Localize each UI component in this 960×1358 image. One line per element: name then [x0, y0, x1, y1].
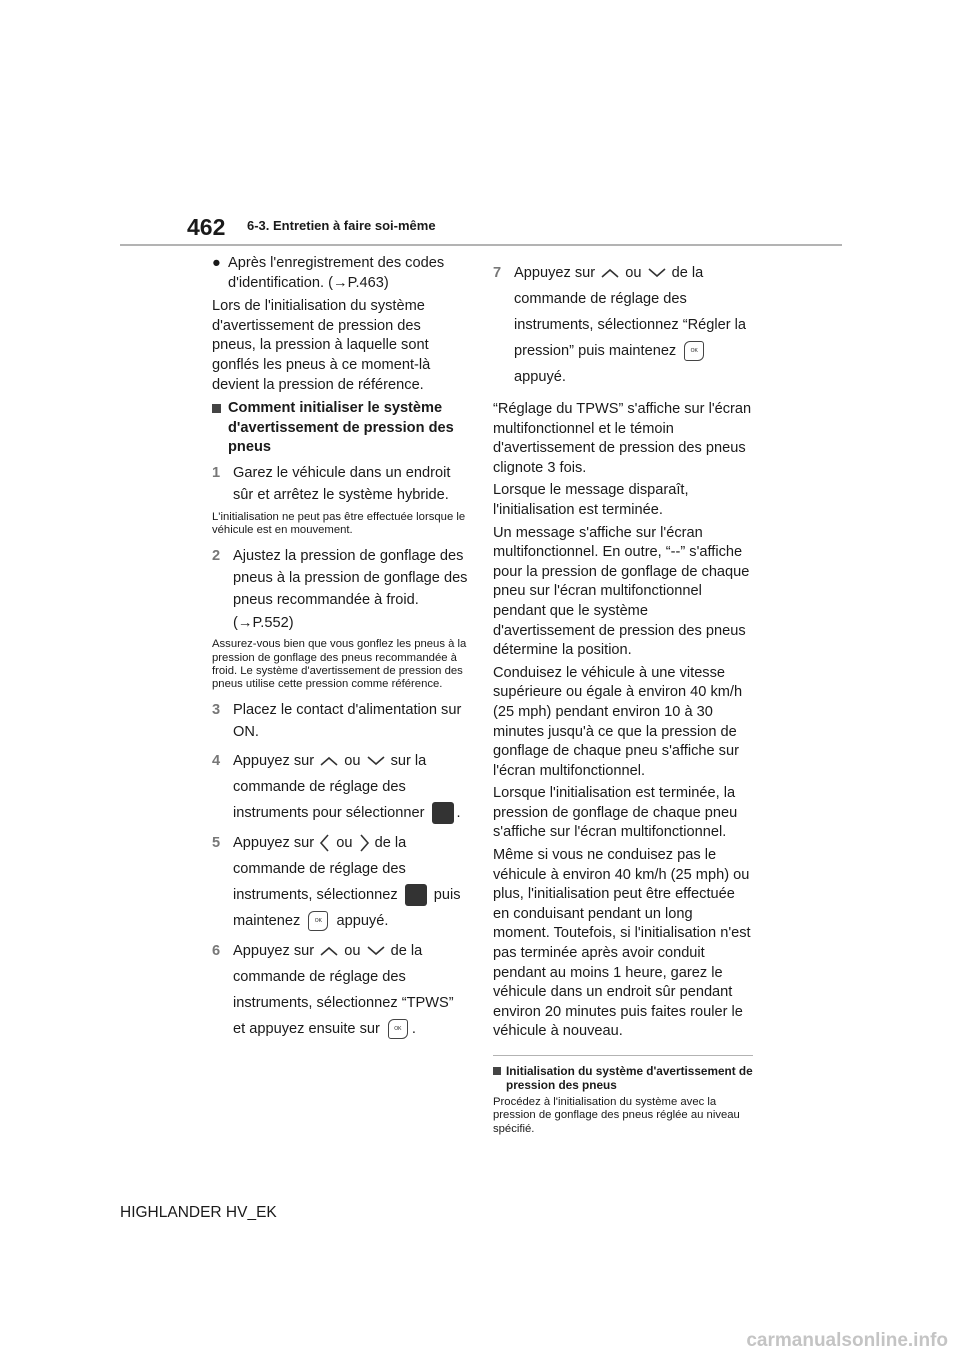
paragraph-reference: Lors de l'initialisation du système d'avertissement de pression des pneus, la pression à laquelle sont gonflés les pneus à ce moment-là devient la pression de référence. — [212, 298, 431, 393]
chevron-down-icon — [365, 945, 387, 957]
step-text: Appuyez sur — [233, 834, 315, 851]
paragraph-2: Lorsque le message disparaît, l'initialisation est terminée. — [493, 482, 689, 518]
step-text: de la commande de réglage des instruments, sélectionnez — [233, 834, 407, 903]
settings-gear-icon — [432, 802, 454, 824]
paragraph-4: Conduisez le véhicule à une vitesse supérieure ou égale à environ 40 km/h (25 mph) pendant environ 10 à 30 minutes jusqu'à ce que la pression de gonflage de chaque pneu s'affiche sur l'écran multifonctionnel. — [493, 664, 743, 779]
car-tire-icon — [405, 884, 427, 906]
bullet-item — [212, 254, 468, 293]
ok-button-icon: OK — [388, 1019, 408, 1039]
chevron-down-icon — [646, 267, 668, 279]
section-title: 6-3. Entretien à faire soi-même — [247, 218, 436, 233]
step-text: Appuyez sur — [233, 942, 315, 959]
chevron-up-icon — [318, 755, 340, 767]
footer-model: HIGHLANDER HV_EK — [120, 1204, 277, 1221]
step-text: Ajustez la pression de gonflage des pneus à la pression de gonflage des pneus recommandée à froid. (→P.552) — [233, 547, 468, 631]
or-text: ou — [625, 265, 642, 281]
note-1: L'initialisation ne peut pas être effectuée lorsque le véhicule est en mouvement. — [212, 510, 466, 537]
or-text: ou — [344, 942, 361, 959]
step-number: 7 — [493, 265, 502, 281]
subsection-heading-text: Initialisation du système d'avertissement de pression des pneus — [506, 1064, 753, 1092]
right-column — [493, 260, 753, 1143]
step-text: appuyé. — [514, 369, 566, 385]
chevron-up-icon — [599, 267, 621, 279]
step-4 — [212, 748, 468, 826]
step-1 — [212, 462, 468, 507]
bullet-text: Après l'enregistrement des codes d'identification. (→P.463) — [228, 255, 445, 291]
left-column — [212, 254, 468, 1046]
square-bullet-icon — [212, 404, 221, 413]
subsection-text: Procédez à l'initialisation du système avec la pression de gonflage des pneus réglée au niveau spécifié. — [493, 1096, 740, 1135]
step-text: de la commande de réglage des instruments, sélectionnez “TPWS” et appuyez ensuite sur — [233, 942, 454, 1037]
paragraph-5: Lorsque l'initialisation est terminée, la pression de gonflage de chaque pneu s'affiche sur l'écran multifonctionnel. — [493, 785, 738, 841]
step-text: Appuyez sur — [514, 265, 596, 281]
step-number: 6 — [212, 942, 221, 959]
step-text: sur la commande de réglage des instruments pour sélectionner — [233, 752, 427, 821]
paragraph-1: “Réglage du TPWS” s'affiche sur l'écran multifonctionnel et le témoin d'avertissement de pression des pneus clignote 3 fois. — [493, 401, 752, 476]
step-3 — [212, 699, 468, 744]
step-2 — [212, 545, 468, 635]
step-text: Garez le véhicule dans un endroit sûr et arrêtez le système hybride. — [233, 464, 451, 504]
step-number: 1 — [212, 464, 221, 481]
step-6 — [212, 938, 468, 1042]
ok-button-icon: OK — [308, 911, 328, 931]
heading-text: Comment initialiser le système d'avertissement de pression des pneus — [228, 400, 454, 456]
step-text: . — [456, 804, 461, 821]
section-heading — [212, 399, 468, 458]
step-text: Placez le contact d'alimentation sur ON. — [233, 701, 462, 741]
or-text: ou — [344, 752, 361, 769]
subsection-heading — [493, 1064, 753, 1092]
step-number: 4 — [212, 752, 221, 769]
step-text: puis maintenez — [233, 886, 461, 929]
chevron-down-icon — [365, 755, 387, 767]
note-2: Assurez-vous bien que vous gonflez les pneus à la pression de gonflage des pneus recommandée à froid. Le système d'avertissement de pression des pneus utilise cette pression comme référence. — [212, 638, 467, 691]
step-number: 5 — [212, 834, 221, 851]
chevron-left-icon — [318, 833, 332, 853]
step-7 — [493, 260, 753, 390]
paragraph-6: Même si vous ne conduisez pas le véhicule à environ 40 km/h (25 mph) ou plus, l'initialisation peut être effectuée en conduisant pendant un long moment. Toutefois, si l'initialisation n'est pas terminée après avoir conduit pendant au moins 1 heure, garez le véhicule dans un endroit sûr pendant environ 20 minutes puis faites rouler le véhicule à nouveau. — [493, 847, 751, 1040]
step-number: 3 — [212, 701, 221, 718]
square-bullet-icon — [493, 1067, 501, 1075]
or-text: ou — [336, 834, 353, 851]
chevron-up-icon — [318, 945, 340, 957]
watermark: carmanualsonline.info — [746, 1330, 948, 1351]
step-text: Appuyez sur — [233, 752, 315, 769]
page-number: 462 — [187, 214, 226, 240]
header-divider — [120, 244, 842, 246]
step-text: appuyé. — [336, 912, 389, 929]
paragraph-3: Un message s'affiche sur l'écran multifonctionnel. En outre, “--” s'affiche pour la pression de gonflage de chaque pneu sur l'écran multifonctionnel pendant que le système d'avertissement de pression des pneus détermine la position. — [493, 524, 750, 659]
step-5 — [212, 830, 468, 934]
ok-button-icon: OK — [684, 341, 704, 361]
step-text: de la commande de réglage des instruments, sélectionnez “Régler la pression” puis maintenez — [514, 265, 746, 359]
subsection-divider — [493, 1055, 753, 1056]
bullet-dot-icon: ● — [212, 255, 221, 271]
step-text: . — [411, 1020, 416, 1037]
chevron-right-icon — [357, 833, 371, 853]
step-number: 2 — [212, 547, 221, 564]
